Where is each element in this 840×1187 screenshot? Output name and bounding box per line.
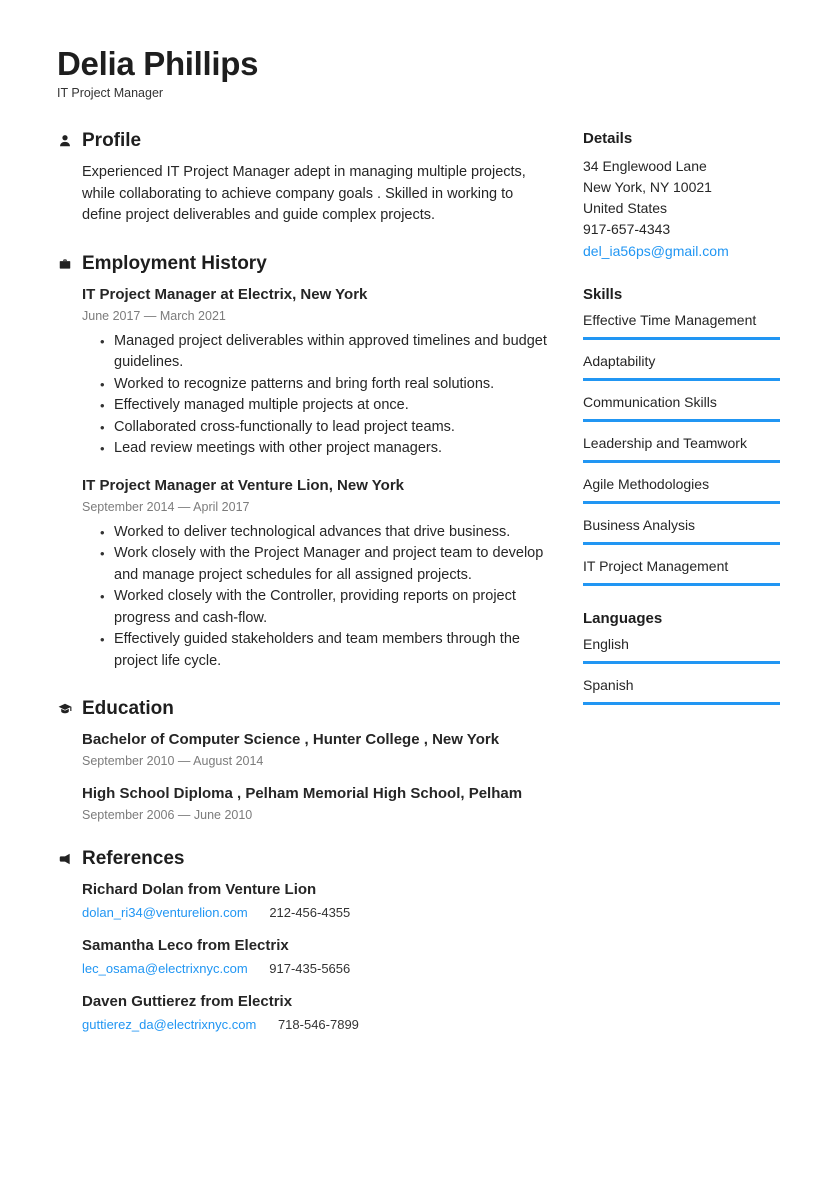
profile-section (57, 130, 554, 227)
skill-item: Effective Time Management (583, 312, 780, 340)
job-entry (82, 285, 554, 460)
education-title: High School Diploma , Pelham Memorial High School, Pelham (82, 785, 523, 803)
education-entry (82, 730, 554, 768)
education-dates: September 2006 — June 2010 (82, 808, 253, 823)
job-title: IT Project Manager at Venture Lion, New York (82, 476, 405, 494)
bullet-item: • Worked to deliver technological advances that drive business. (114, 522, 554, 544)
bullet-item: • Effectively guided stakeholders and team members through the project life cycle. (114, 629, 554, 672)
reference-phone: 917-435-5656 (269, 961, 351, 977)
bullet-item: • Collaborated cross-functionally to lead project teams. (114, 417, 554, 439)
job-dates: September 2014 — April 2017 (82, 499, 250, 514)
profile-text: Experienced IT Project Manager adept in managing multiple projects, while collaborating to achieve company goals . Skilled in working to define project deliverables and guide complex projects. (82, 164, 526, 224)
reference-entry (82, 880, 554, 920)
employment-heading: Employment History (82, 252, 267, 274)
reference-name: Richard Dolan from Venture Lion (82, 881, 317, 899)
candidate-title: IT Project Manager (57, 86, 164, 101)
skill-item: Agile Methodologies (583, 476, 780, 504)
reference-email-link[interactable]: dolan_ri34@venturelion.com (82, 905, 248, 921)
education-entry (82, 784, 554, 822)
profile-heading: Profile (82, 130, 142, 152)
bullet-item: • Managed project deliverables within approved timelines and budget guidelines. (114, 331, 554, 374)
bullet-item: • Lead review meetings with other project managers. (114, 438, 554, 460)
reference-phone: 718-546-7899 (277, 1017, 359, 1033)
skill-item: Leadership and Teamwork (583, 435, 780, 463)
skill-item: Business Analysis (583, 517, 780, 545)
bullet-item: • Worked closely with the Controller, providing reports on project progress and cash-flow. (114, 586, 554, 629)
skill-item: Adaptability (583, 353, 780, 381)
address-line-1: 34 Englewood Lane (583, 158, 707, 175)
email-link[interactable]: del_ia56ps@gmail.com (583, 243, 729, 260)
education-dates: September 2010 — August 2014 (82, 754, 264, 769)
job-bullet-list (82, 522, 554, 673)
languages-section (583, 610, 780, 705)
sidebar-column (583, 130, 780, 1058)
language-item: English (583, 636, 780, 664)
address-country: United States (583, 200, 668, 217)
language-item: Spanish (583, 677, 780, 705)
job-bullet-list (82, 331, 554, 460)
education-title: Bachelor of Computer Science , Hunter College , New York (82, 731, 500, 749)
skills-heading: Skills (583, 286, 623, 304)
resume-header (57, 46, 780, 100)
main-column (57, 130, 554, 1058)
education-heading: Education (82, 698, 174, 720)
resume-columns (57, 130, 780, 1058)
phone-number: 917-657-4343 (583, 221, 671, 238)
reference-contact (82, 961, 554, 976)
skills-section (583, 286, 780, 586)
references-section (57, 848, 554, 1032)
bullet-item: • Work closely with the Project Manager and project team to develop and manage project schedules for all assigned projects. (114, 543, 554, 586)
megaphone-icon (58, 852, 72, 866)
reference-entry (82, 992, 554, 1032)
reference-phone: 212-456-4355 (269, 905, 351, 921)
skill-item: Communication Skills (583, 394, 780, 422)
job-entry (82, 476, 554, 673)
languages-heading: Languages (583, 610, 663, 628)
skill-item: IT Project Management (583, 558, 780, 586)
reference-email-link[interactable]: guttierez_da@electrixnyc.com (82, 1017, 257, 1033)
person-icon (58, 134, 72, 148)
reference-name: Samantha Leco from Electrix (82, 937, 289, 955)
reference-name: Daven Guttierez from Electrix (82, 993, 293, 1011)
references-heading: References (82, 848, 185, 870)
bullet-item: • Effectively managed multiple projects at once. (114, 395, 554, 417)
address-line-2: New York, NY 10021 (583, 179, 712, 196)
bullet-item: • Worked to recognize patterns and bring forth real solutions. (114, 374, 554, 396)
reference-contact (82, 905, 554, 920)
candidate-name: Delia Phillips (57, 45, 259, 82)
details-section (583, 130, 780, 262)
education-section (57, 698, 554, 822)
briefcase-icon (58, 257, 72, 271)
employment-section (57, 253, 554, 673)
job-title: IT Project Manager at Electrix, New York (82, 285, 368, 303)
reference-entry (82, 936, 554, 976)
reference-contact (82, 1017, 554, 1032)
graduation-cap-icon (58, 702, 72, 716)
reference-email-link[interactable]: lec_osama@electrixnyc.com (82, 961, 248, 977)
job-dates: June 2017 — March 2021 (82, 308, 226, 323)
details-heading: Details (583, 130, 633, 148)
